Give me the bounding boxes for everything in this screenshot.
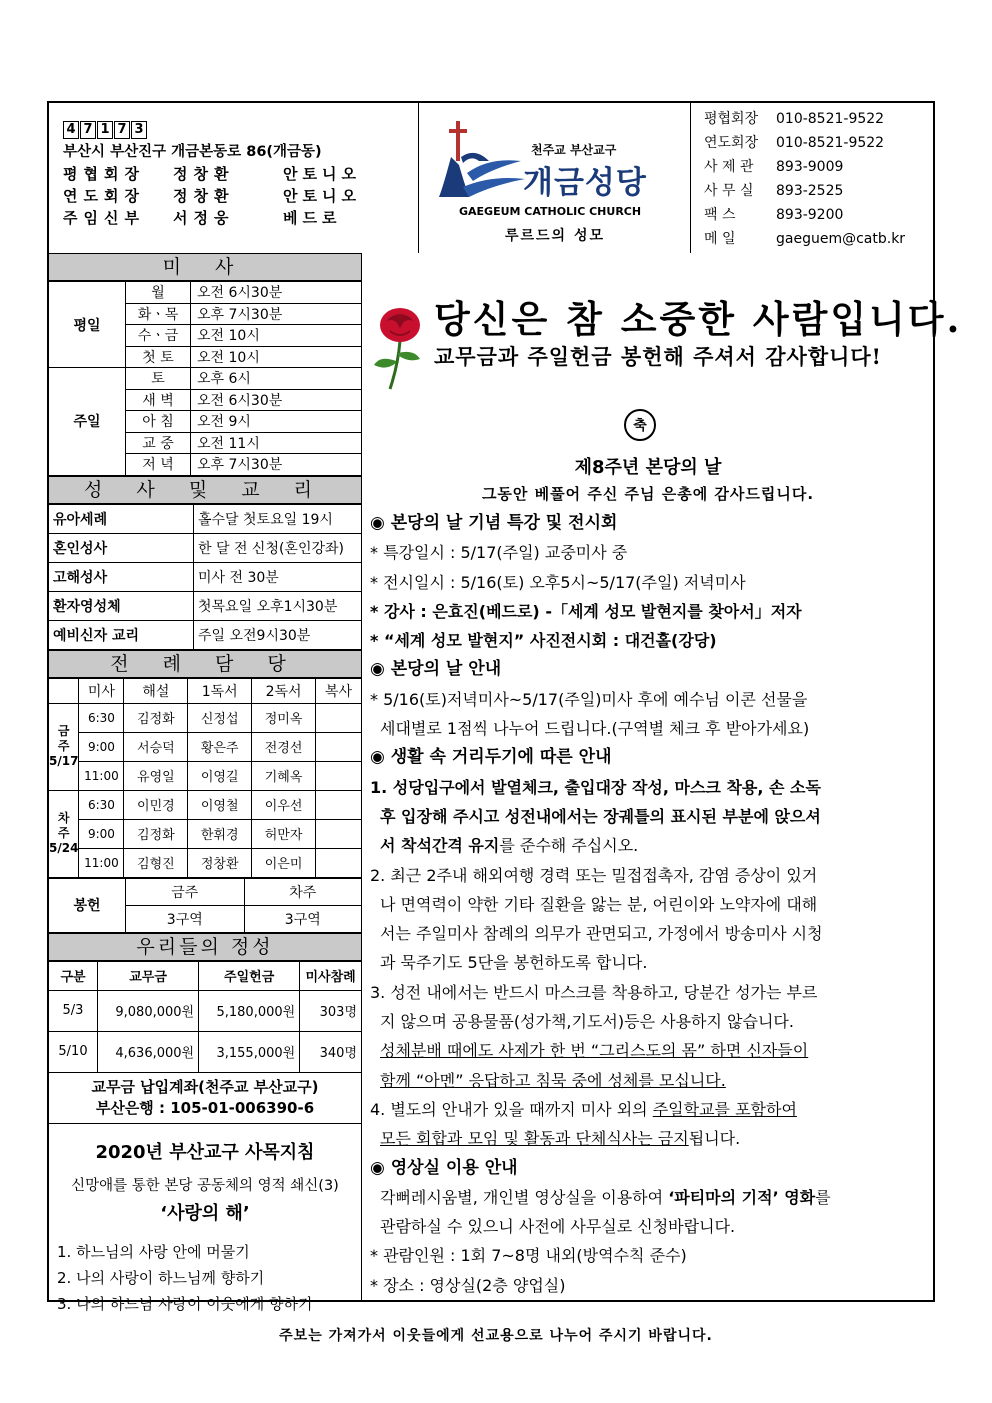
- officer-row: 주임신부 서정웅 베드로: [63, 209, 342, 227]
- patron-name: 루르드의 성모: [504, 228, 606, 244]
- section-title: ◉ 생활 속 거리두기에 따른 안내: [370, 747, 612, 768]
- rose-icon: [370, 305, 428, 391]
- liturgy-header: 전 례 담 당: [49, 650, 361, 678]
- header-address-block: [49, 103, 419, 253]
- contact-row: 연도회장 010-8521-9522: [704, 135, 885, 151]
- footer-note: 주보는 가져가서 이웃들에게 선교용으로 나누어 주시기 바랍니다.: [279, 1328, 713, 1344]
- directive-theme: ‘사랑의 해’: [160, 1202, 250, 1224]
- section-title: ◉ 영상실 이용 안내: [370, 1157, 518, 1178]
- pastoral-directive: [49, 1124, 361, 1317]
- mass-header: 미 사: [49, 253, 361, 281]
- contact-row: 평협회장 010-8521-9522: [704, 111, 885, 127]
- donations-header: 우리들의 정성: [49, 933, 361, 961]
- liturgy-table: 미사 해설 1독서 2독서 복사 금 주 5/17 6:30 김정화 신정섭 정미옥 9:00 서승덕 황은주 전경선 11:00 유영일 이영길 기혜옥 차 주 5/24 6:30 이민경 이영철 이우선 9:00 김정화 한휘경 허만자 11:00 김형진 정창환 이은미: [49, 678, 361, 878]
- contact-row: 사 무 실 893-2525: [704, 183, 844, 199]
- sacraments-table: 유아세례 홀수달 첫토요일 19시 혼인성사 한 달 전 신청(혼인강좌) 고해성사 미사 전 30분 환자영성체 첫목요일 오후1시30분 예비신자 교리 주일 오전9시30분: [49, 504, 361, 650]
- mass-schedule-table: 평일 월 오전 6시30분 화ㆍ목 오후 7시30분 수ㆍ금 오전 10시 첫 토 오전 10시 주일 토 오후 6시 새 벽 오전 6시30분 아 침 오전 9시 교 중 오전 11시 저 녁 오후 7시30분: [49, 281, 361, 476]
- anniversary-title: 제8주년 본당의 날: [574, 457, 722, 478]
- offering-table: 봉헌 금주 차주 3구역 3구역: [49, 878, 361, 933]
- church-logo-icon: [429, 117, 529, 207]
- main-column: [361, 253, 963, 1300]
- main-title: 당신은 참 소중한 사람입니다.: [434, 297, 963, 341]
- directive-title: 2020년 부산교구 사목지침: [95, 1141, 315, 1163]
- list-item: 3. 나의 하느님 사랑이 이웃에게 향하기: [57, 1294, 313, 1313]
- sacraments-header: 성 사 및 교 리: [49, 476, 361, 504]
- section-title: ◉ 본당의 날 기념 특강 및 전시회: [370, 513, 618, 533]
- logo-diocese: 천주교 부산교구: [531, 143, 617, 157]
- contact-row: 사 제 관 893-9009: [704, 159, 844, 175]
- announcements: ◉ 본당의 날 기념 특강 및 전시회 * 특강일시 : 5/17(주일) 교중미사 중 * 전시일시 : 5/16(토) 오후5시~5/17(주일) 저녁미사 * 강사 : 은효진(베드로) -「세계 성모 발현지를 찾아서」저자 * “세계 성모 발현지” 사진전시회 : 대건홀(강당) ◉ 본당의 날 안내 * 5/16(토)저녁미사~5/17(주일)미사 후에 예수님 이콘 선물을 세대별로 1점씩 나누어 드립니다.(구역별 체크 후 받아가세요) ◉ 생활 속 거리두기에 따른 안내 1. 성당입구에서 발열체크, 출입대장 작성, 마스크 착용, 손 소독 후 입장해 주시고 성전내에서는 장궤틀의 표시된 부분에 앉으셔 서 착석간격 유지를 준수해 주십시오. 2. 최근 2주내 해외여행 경력 또는 밀접접촉자, 감염 증상이 있거 나 면역력이 약한 기타 질환을 앓는 분, 어린이와 노약자에 대해 서는 주일미사 참례의 의무가 관면되고, 가정에서 방송미사 시청 과 묵주기도 5단을 봉헌하도록 합니다. 3. 성전 내에서는 반드시 마스크를 착용하고, 당분간 성가는 부르 지 않으며 공용물품(성가책,기도서)등은 사용하지 않습니다. 성체분배 때에도 사제가 한 번 “그리스도의 몸” 하면 신자들이 함께 “아멘” 응답하고 침묵 중에 성체를 모십니다. 4. 별도의 안내가 있을 때까지 미사 외의 주일학교를 포함하여 모든 회합과 모임 및 활동과 단체식사는 금지됩니다. ◉ 영상실 이용 안내 각뻐레시움별, 개인별 영상실을 이용하여 ‘파티마의 기적’ 영화를 관람하실 수 있으니 사전에 사무실로 신청바랍니다. * 관람인원 : 1회 7~8명 내외(방역수칙 준수) * 장소 : 영상실(2층 양업실): [370, 509, 930, 1300]
- address: 부산시 부산진구 개금본동로 86(개금동): [63, 144, 322, 160]
- left-column: [49, 253, 361, 1317]
- list-item: 2. 나의 사랑이 하느님께 향하기: [57, 1268, 265, 1287]
- logo-name: 개금성당: [523, 165, 647, 201]
- celebration-badge: 축: [624, 409, 656, 441]
- thanks-text: 그동안 베풀어 주신 주님 은총에 감사드립니다.: [481, 485, 815, 503]
- donations-table: 구분 교무금 주일헌금 미사참례 5/3 9,080,000원 5,180,000원 303명 5/10 4,636,000원 3,155,000원 340명: [49, 961, 361, 1073]
- directive-subtitle: 신망애를 통한 본당 공동체의 영적 쇄신(3): [71, 1177, 339, 1194]
- contact-row: 팩 스 893-9200: [704, 207, 844, 223]
- account-info: 교무금 납입계좌(천주교 부산교구) 부산은행 : 105-01-006390-6: [49, 1073, 361, 1124]
- contact-list: [691, 103, 933, 253]
- logo-english: GAEGEUM CATHOLIC CHURCH: [459, 205, 642, 218]
- list-item: 1. 하느님의 사랑 안에 머물기: [57, 1242, 250, 1261]
- officer-row: 평협회장 정창환 안토니오: [63, 165, 361, 183]
- officer-row: 연도회장 정창환 안토니오: [63, 187, 361, 205]
- zip-code: 4 7 1 7 3: [63, 121, 418, 139]
- main-subtitle: 교무금과 주일헌금 봉헌해 주셔서 감사합니다!: [434, 344, 882, 369]
- directive-list: [49, 1239, 361, 1317]
- contact-row: 메 일 gaeguem@catb.kr: [704, 231, 906, 247]
- church-logo: [419, 103, 691, 253]
- section-title: ◉ 본당의 날 안내: [370, 659, 502, 680]
